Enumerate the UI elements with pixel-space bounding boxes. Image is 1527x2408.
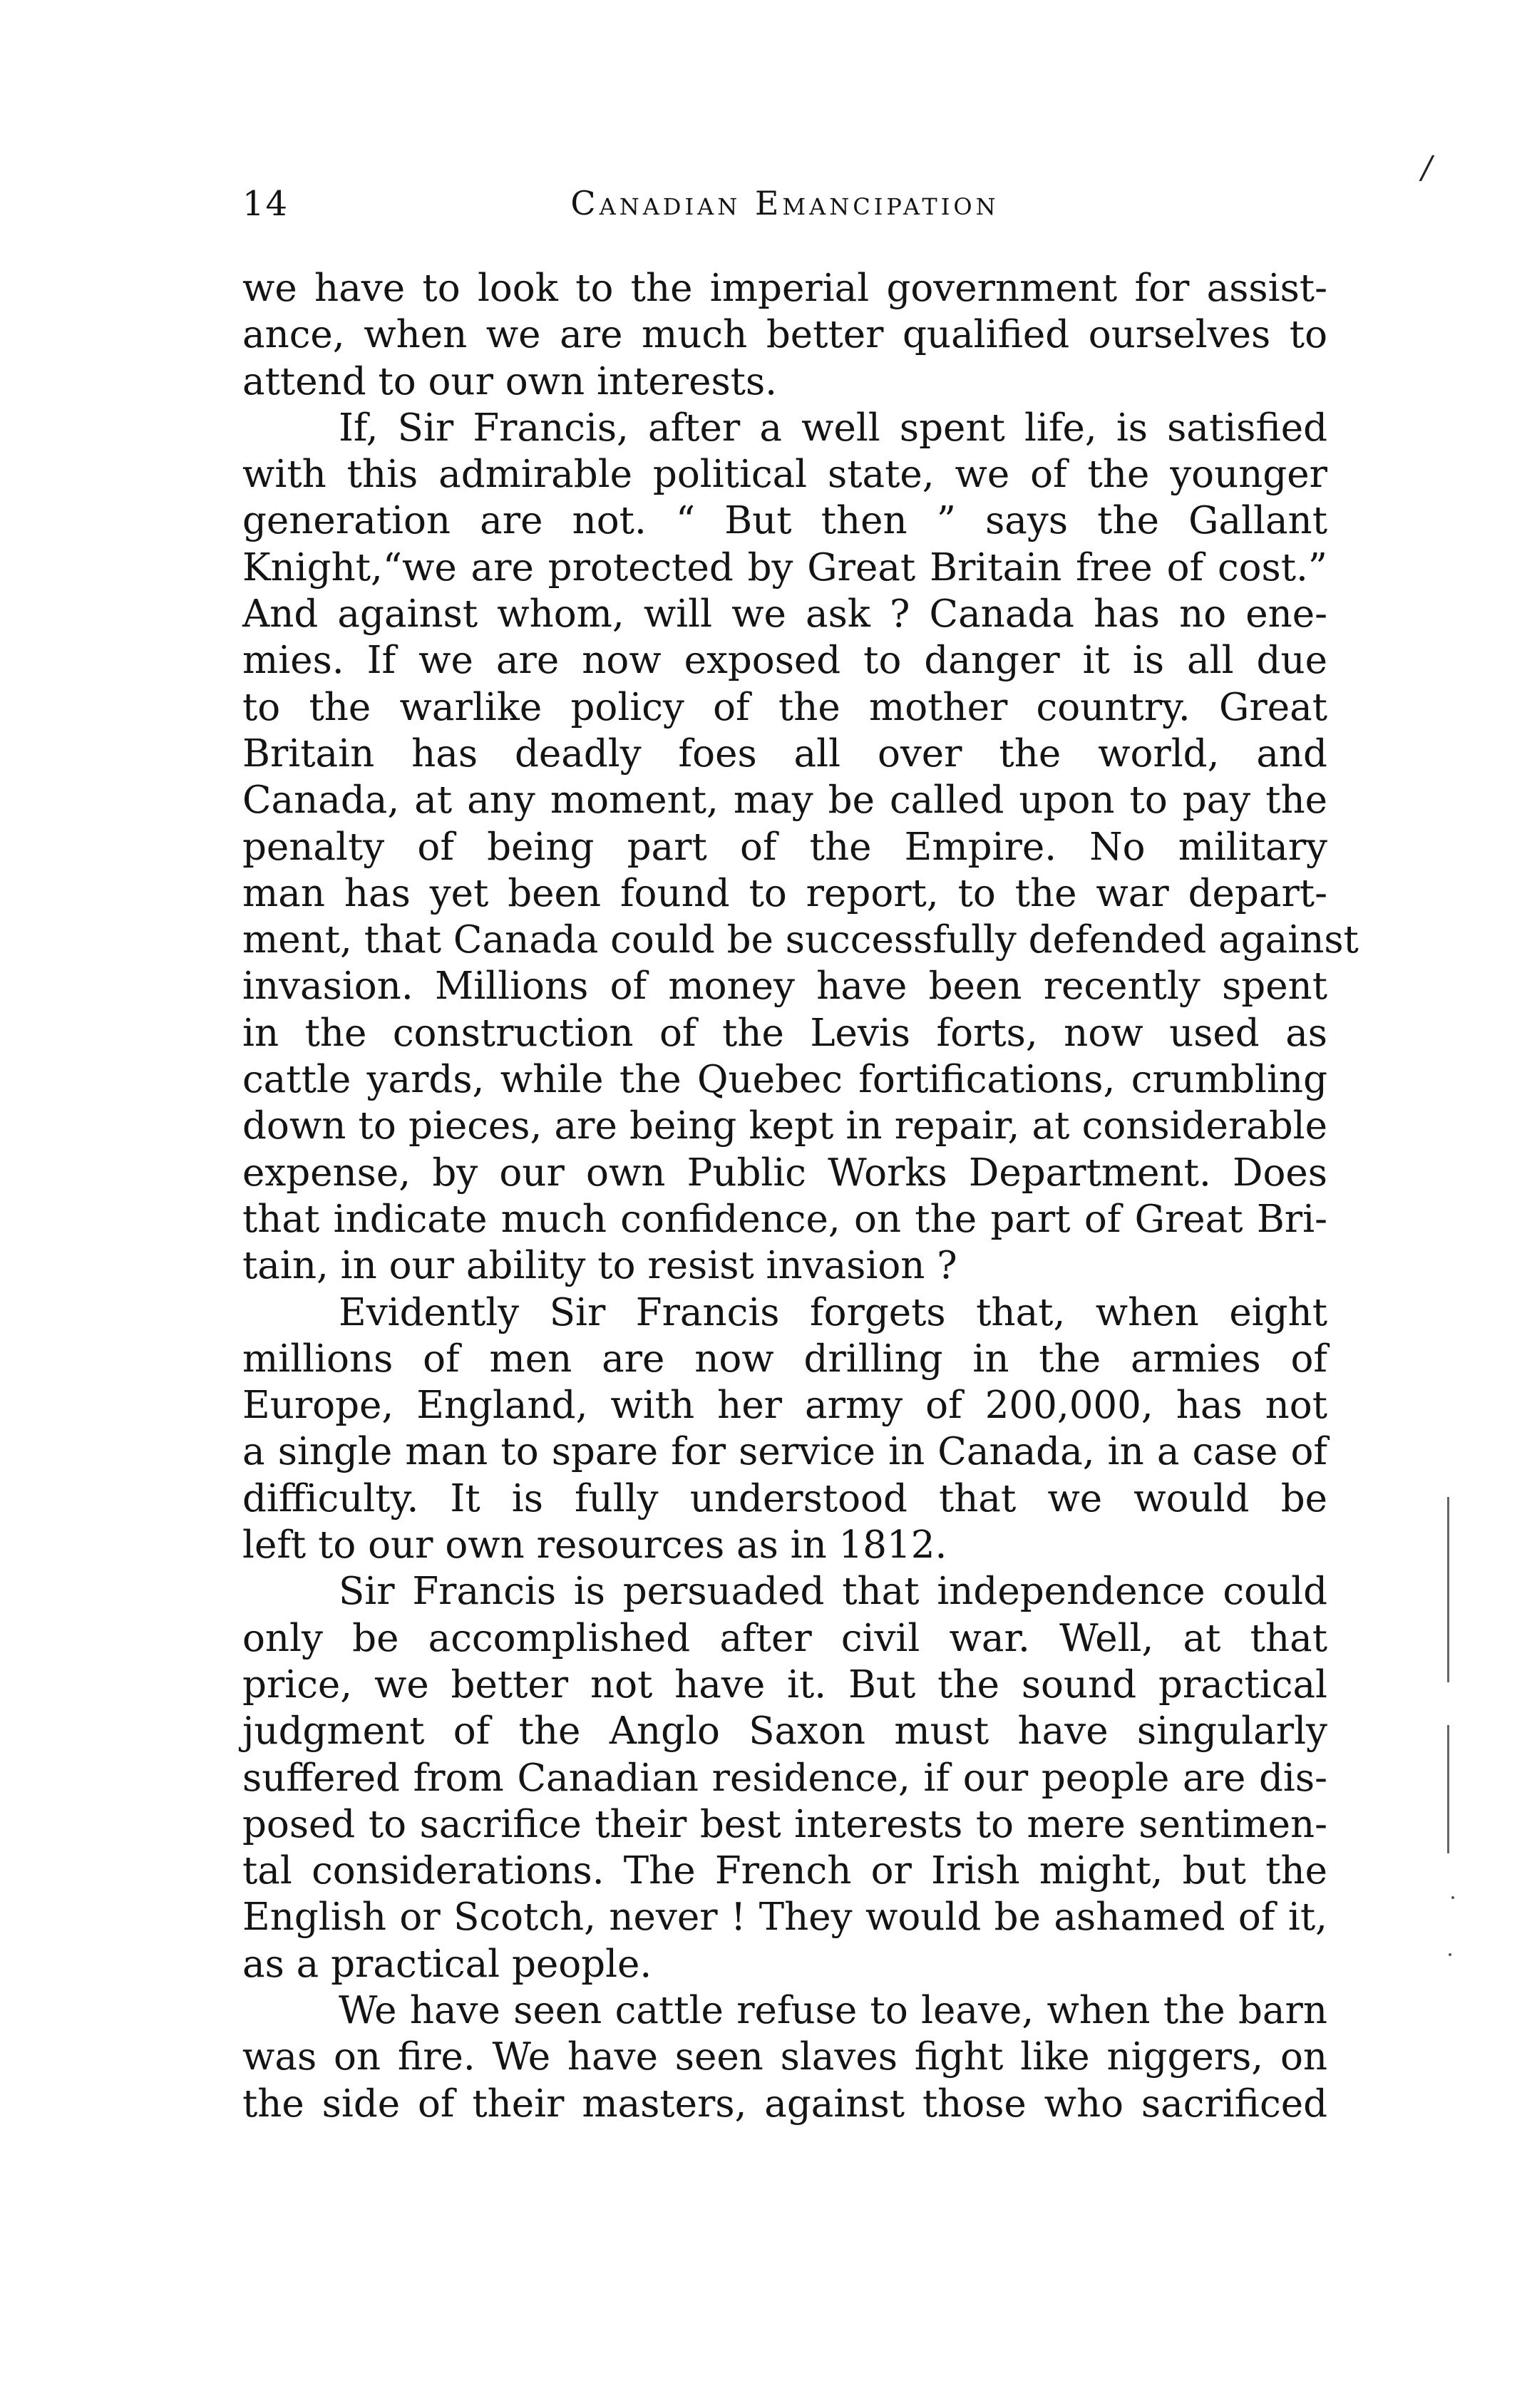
text-line: If, Sir Francis, after a well spent life, is satisfied [339,406,1327,450]
text-line: Europe, England, with her army of 200,000, has not [242,1384,1327,1428]
text-line: only be accomplished after civil war. Well, at that [242,1616,1327,1660]
text-line: as a practical people. [242,1942,652,1986]
text-line: difficulty. It is fully understood that we would be [242,1476,1327,1521]
page-header [242,184,1327,234]
text-line: We have seen cattle refuse to leave, when the barn [339,1988,1327,2032]
text-line: tain, in our ability to resist invasion ? [242,1244,957,1288]
text-line: posed to sacrifice their best interests to mere sentimen- [242,1802,1327,1846]
text-line: price, we better not have it. But the sound practical [242,1662,1327,1707]
text-line: expense, by our own Public Works Department. Does [242,1151,1327,1195]
scan-margin-marks [1447,1497,1456,1996]
text-line: tal considerations. The French or Irish might, but the [242,1849,1327,1893]
text-line: ance, when we are much better qualified ourselves to [242,313,1327,357]
page-number: 14 [242,184,289,224]
text-line: the side of their masters, against those who sacrificed [242,2082,1327,2126]
text-line: to the warlike policy of the mother country. Great [242,685,1327,729]
text-line: we have to look to the imperial government for assist- [242,267,1327,310]
text-line: invasion. Millions of money have been recently spent [242,964,1327,1009]
text-line: a single man to spare for service in Canada, in a case of [242,1430,1327,1474]
running-head: Canadian Emancipation [570,184,999,222]
text-line: Knight,“we are protected by Great Britain free of cost.” [242,545,1327,590]
text-line: judgment of the Anglo Saxon must have singularly [242,1709,1327,1754]
text-line: English or Scotch, never ! They would be ashamed of it, [242,1895,1327,1940]
text-line: generation are not. “ But then ” says the Gallant [242,499,1327,543]
text-line: Sir Francis is persuaded that independence could [339,1570,1327,1614]
body-text [242,265,1359,2127]
text-line: was on fire. We have seen slaves fight like niggers, on [242,2035,1327,2079]
text-line: Britain has deadly foes all over the world, and [242,731,1327,776]
text-line: suffered from Canadian residence, if our people are dis- [242,1756,1327,1800]
text-line: Canada, at any moment, may be called upon to pay the [242,778,1327,823]
scan-artifact-line [1447,1725,1449,1853]
scan-artifact-line [1447,1497,1449,1682]
scan-artifact-dot [1451,1896,1454,1899]
text-line: Evidently Sir Francis forgets that, when eight [339,1290,1327,1334]
text-line: penalty of being part of the Empire. No military [242,825,1327,869]
text-line: millions of men are now drilling in the armies of [242,1337,1327,1381]
text-line: mies. If we are now exposed to danger it is all due [242,639,1327,683]
text-line: in the construction of the Levis forts, now used as [242,1011,1327,1055]
text-line: ment, that Canada could be successfully defended against [242,918,1359,962]
text-line: with this admirable political state, we of the younger [242,453,1327,497]
text-line: left to our own resources as in 1812. [242,1523,947,1568]
text-line: attend to our own interests. [242,359,777,403]
text-line: that indicate much confidence, on the part of Great Bri- [242,1197,1327,1241]
scan-artifact-dot [1449,1953,1451,1956]
text-line: cattle yards, while the Quebec fortifications, crumbling [242,1058,1327,1102]
text-line: down to pieces, are being kept in repair, at considerable [242,1104,1327,1148]
stray-margin-mark: / [1421,150,1432,186]
text-line: And against whom, will we ask ? Canada has no ene- [242,592,1327,637]
text-line: man has yet been found to report, to the war depart- [242,871,1327,915]
